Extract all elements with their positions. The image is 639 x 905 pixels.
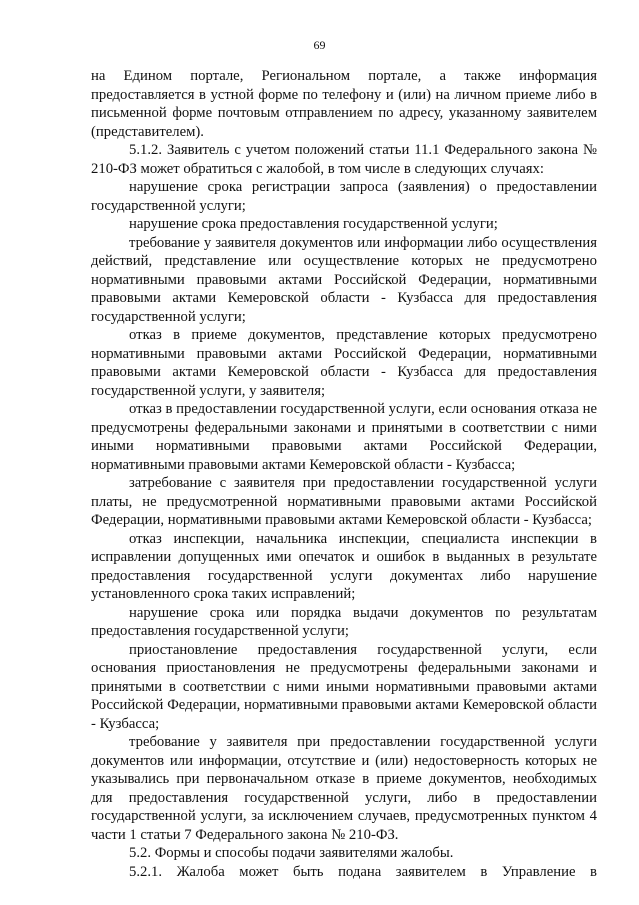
paragraph-5-2-1: 5.2.1. Жалоба может быть подана заявителем в Управление в — [129, 863, 597, 880]
document-body — [91, 67, 597, 881]
paragraph-5-2: 5.2. Формы и способы подачи заявителями жалобы. — [129, 845, 454, 861]
paragraph-portal-information: на Едином портале, Региональном портале, а также информация предоставляется в устной форме по телефону и (или) на личном приеме либо в письменной форме почтовым отправлением по адресу, указанному заявителем (представителем). — [91, 68, 597, 140]
page-number: 69 — [313, 38, 326, 52]
list-item-refusal-acceptance: отказ в приеме документов, представление которых предусмотрено нормативными правовыми актами Российской Федерации, нормативными правовыми актами Кемеровской области - Кузбасса для предоставления государственной услуги, у заявителя; — [91, 327, 597, 399]
list-item-refusal-service: отказ в предоставлении государственной услуги, если основания отказа не предусмотрены федеральными законами и принятыми в соответствии с ними иными нормативными правовыми актами Российской Федерации, нормативными правовыми актами Кемеровской области - Кузбасса; — [91, 401, 597, 473]
list-item-document-requirement: требование у заявителя документов или информации либо осуществления действий, представление или осуществление которых не предусмотрено нормативными правовыми актами Российской Федерации, нормативными правовыми актами Кемеровской области - Кузбасса для предоставления государственной услуги; — [91, 234, 597, 325]
list-item-service-suspension: приостановление предоставления государственной услуги, если основания приостановления не предусмотрены федеральными законами и принятыми в соответствии с ними иными нормативными правовыми актами Российской Федерации, нормативными правовыми актами Кемеровской области - Кузбасса; — [91, 641, 597, 732]
list-item-registration-deadline: нарушение срока регистрации запроса (заявления) о предоставлении государственной услуги; — [91, 179, 597, 214]
list-item-correction-refusal: отказ инспекции, начальника инспекции, специалиста инспекции в исправлении допущенных ими опечаток и ошибок в выданных в результате предоставления государственной услуги документах либо нарушение установленного срока таких исправлений; — [91, 530, 597, 602]
paragraph-5-1-2: 5.1.2. Заявитель с учетом положений статьи 11.1 Федерального закона № 210-ФЗ может обратиться с жалобой, в том числе в следующих случаях: — [91, 142, 597, 177]
list-item-document-issuance: нарушение срока или порядка выдачи документов по результатам предоставления государственной услуги; — [91, 604, 597, 639]
list-item-service-deadline: нарушение срока предоставления государственной услуги; — [129, 216, 498, 232]
list-item-unrequested-documents: требование у заявителя при предоставлении государственной услуги документов или информации, отсутствие и (или) недостоверность которых не указывались при первоначальном отказе в приеме документов, необходимых для предоставления государственной услуги, либо в предоставлении государственной услуги, за исключением случаев, предусмотренных пунктом 4 части 1 статьи 7 Федерального закона № 210-ФЗ. — [91, 734, 597, 843]
list-item-unlawful-fee: затребование с заявителя при предоставлении государственной услуги платы, не предусмотренной нормативными правовыми актами Российской Федерации, нормативными правовыми актами Кемеровской области - Кузбасса; — [91, 475, 597, 528]
